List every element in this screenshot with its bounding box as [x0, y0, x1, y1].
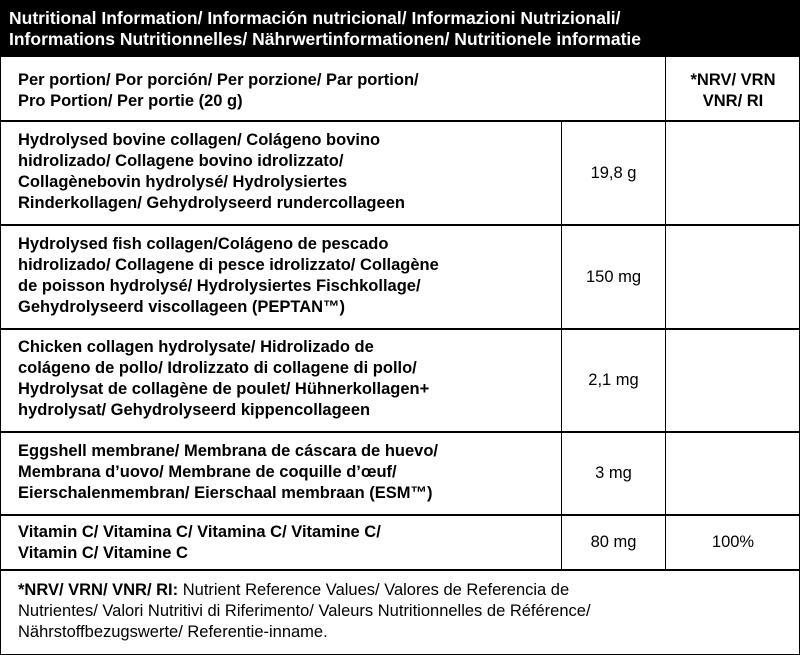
table-row-name	[18, 441, 438, 504]
table-row-name	[18, 234, 439, 318]
table-row-name	[18, 337, 429, 421]
row-5-line-2: Vitamin C/ Vitamine C	[18, 544, 188, 562]
row-2-nrv	[666, 226, 800, 328]
row-3-line-2: colágeno de pollo/ Idrolizzato di collagene di pollo/	[18, 359, 417, 377]
row-4-line-1: Eggshell membrane/ Membrana de cáscara de huevo/	[18, 442, 438, 460]
row-2-line-4: Gehydrolyseerd viscollageen (PEPTAN™)	[18, 298, 346, 316]
row-5-line-1: Vitamin C/ Vitamina C/ Vitamina C/ Vitamine C/	[18, 523, 381, 541]
row-5-amount: 80 mg	[590, 533, 637, 551]
footnote-line-2: Nutrientes/ Valori Nutritivi di Riferimento/ Valeurs Nutritionnelles de Référence/	[18, 602, 591, 620]
table-row-name	[18, 522, 381, 564]
nrv-header	[666, 70, 800, 112]
row-3-line-1: Chicken collagen hydrolysate/ Hidrolizado de	[18, 338, 374, 356]
row-2-line-1: Hydrolysed fish collagen/Colágeno de pescado	[18, 235, 389, 253]
footnote-line-1-text: Nutrient Reference Values/ Valores de Referencia de	[178, 581, 570, 599]
portion-header	[18, 70, 419, 112]
row-4-amount: 3 mg	[595, 464, 632, 482]
footnote	[18, 580, 591, 643]
portion-header-line-2: Pro Portion/ Per portie (20 g)	[18, 92, 243, 110]
divider-row-5	[0, 569, 800, 571]
row-1-amount: 19,8 g	[590, 163, 637, 182]
row-1-line-3: Collagènebovin hydrolysé/ Hydrolysiertes	[18, 173, 348, 191]
row-1-line-4: Rinderkollagen/ Gehydrolyseerd rundercollageen	[18, 194, 405, 212]
footnote-line-1	[18, 580, 591, 601]
row-4-line-2: Membrana d’uovo/ Membrane de coquille d’œuf/	[18, 463, 397, 481]
row-4-line-3: Eierschalenmembran/ Eierschaal membraan (ESM™)	[18, 484, 433, 502]
row-3-amount: 2,1 mg	[588, 371, 639, 389]
table-row-name	[18, 130, 405, 214]
row-4-nrv	[666, 433, 800, 514]
row-1-line-2: hidrolizado/ Collagene bovino idrolizzato/	[18, 152, 344, 170]
table-title	[0, 0, 800, 57]
row-3-line-3: Hydrolysat de collagène de poulet/ Hühnerkollagen+	[18, 380, 430, 398]
footnote-abbreviations: *NRV/ VRN/ VNR/ RI:	[18, 581, 179, 599]
footnote-line-3: Nährstoffbezugswerte/ Referentie-inname.	[18, 623, 328, 641]
title-line-1: Nutritional Information/ Información nutricional/ Informazioni Nutrizionali/	[9, 8, 621, 28]
row-5-nrv: 100%	[711, 533, 755, 551]
row-1-line-1: Hydrolysed bovine collagen/ Colágeno bovino	[18, 131, 381, 149]
row-2-amount: 150 mg	[585, 267, 642, 286]
row-2-line-3: de poisson hydrolysé/ Hydrolysiertes Fischkollage/	[18, 277, 421, 295]
row-3-nrv	[666, 330, 800, 431]
nrv-header-line-2: VNR/ RI	[702, 92, 764, 110]
nrv-header-line-1: *NRV/ VRN	[690, 71, 776, 89]
title-line-2: Informations Nutritionnelles/ Nährwertinformationen/ Nutritionele informatie	[9, 29, 641, 49]
portion-header-line-1: Per portion/ Por porción/ Per porzione/ Par portion/	[18, 71, 419, 89]
row-1-nrv	[666, 122, 800, 224]
row-2-line-2: hidrolizado/ Collagene di pesce idrolizzato/ Collagène	[18, 256, 439, 274]
row-3-line-4: hydrolysat/ Gehydrolyseerd kippencollageen	[18, 401, 371, 419]
